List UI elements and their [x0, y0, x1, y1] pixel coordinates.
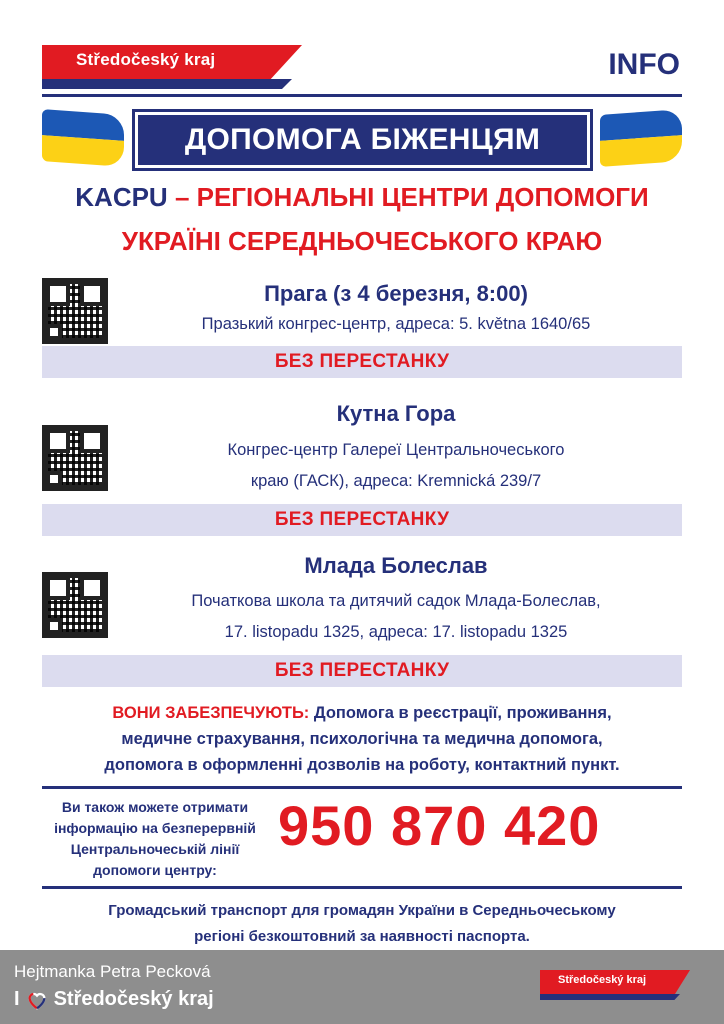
services-provided: ВОНИ ЗАБЕЗПЕЧУЮТЬ: Допомога в реєстрації, проживання, медичне страхування, психологічна та медична допомога, допомога в оформленні дозволів на роботу, контактний пункт.: [104, 704, 620, 774]
center-address-line-1: Початкова школа та дитячий садок Млада-Болеслав,: [191, 592, 601, 610]
qr-code-icon[interactable]: [42, 572, 108, 638]
status-bar: БЕЗ ПЕРЕСТАНКУ: [42, 346, 682, 378]
center-city-kutna-hora: Кутна Гора: [336, 401, 456, 426]
footer: [0, 950, 724, 1024]
subtitle-line-2: УКРАЇНІ СЕРЕДНЬОЧЕСЬКОГО КРАЮ: [121, 226, 603, 256]
qr-code-icon[interactable]: [42, 425, 108, 491]
status-bar: БЕЗ ПЕРЕСТАНКУ: [42, 504, 682, 536]
hotline-description: Ви також можете отримати інформацію на безперервній Центральночеській лінії допомоги центру:: [54, 799, 256, 878]
center-city-prague: Прага (з 4 березня, 8:00): [264, 281, 528, 306]
center-address-line-2: 17. listopadu 1325, адреса: 17. listopadu 1325: [224, 623, 568, 641]
subtitle-line-1: KACPU – РЕГІОНАЛЬНІ ЦЕНТРИ ДОПОМОГИ: [75, 182, 649, 212]
info-label: INFO: [608, 48, 680, 81]
heart-icon: [26, 989, 48, 1011]
header-divider: [42, 94, 682, 97]
hotline-phone-number[interactable]: 950 870 420: [278, 794, 601, 857]
status-bar: БЕЗ ПЕРЕСТАНКУ: [42, 655, 682, 687]
qr-code-icon[interactable]: [42, 278, 108, 344]
page-title: ДОПОМОГА БІЖЕНЦЯМ: [135, 112, 590, 168]
center-address: Празький конгрес-центр, адреса: 5. května 1640/65: [201, 315, 591, 333]
center-address-line-1: Конгрес-центр Галереї Центральночеського: [227, 441, 565, 459]
ukraine-flag-icon: [600, 109, 682, 167]
i-love-region-logo: I Středočeský kraj: [14, 988, 214, 1010]
ukraine-flag-icon: [42, 109, 124, 167]
section-divider: [42, 786, 682, 789]
section-divider: [42, 886, 682, 889]
footer-region-badge: Středočeský kraj: [540, 970, 690, 1002]
center-address-line-2: краю (ГАСК), адреса: Kremnická 239/7: [250, 472, 542, 490]
region-badge: [42, 45, 322, 91]
governor-name: Hejtmanka Petra Pecková: [14, 962, 211, 981]
transport-notice: Громадський транспорт для громадян України в Середньочеському регіоні безкоштовний за наявності паспорта.: [108, 902, 616, 945]
region-badge-label: Středočeský kraj: [76, 50, 216, 69]
center-city-mlada-boleslav: Млада Болеслав: [304, 553, 488, 578]
